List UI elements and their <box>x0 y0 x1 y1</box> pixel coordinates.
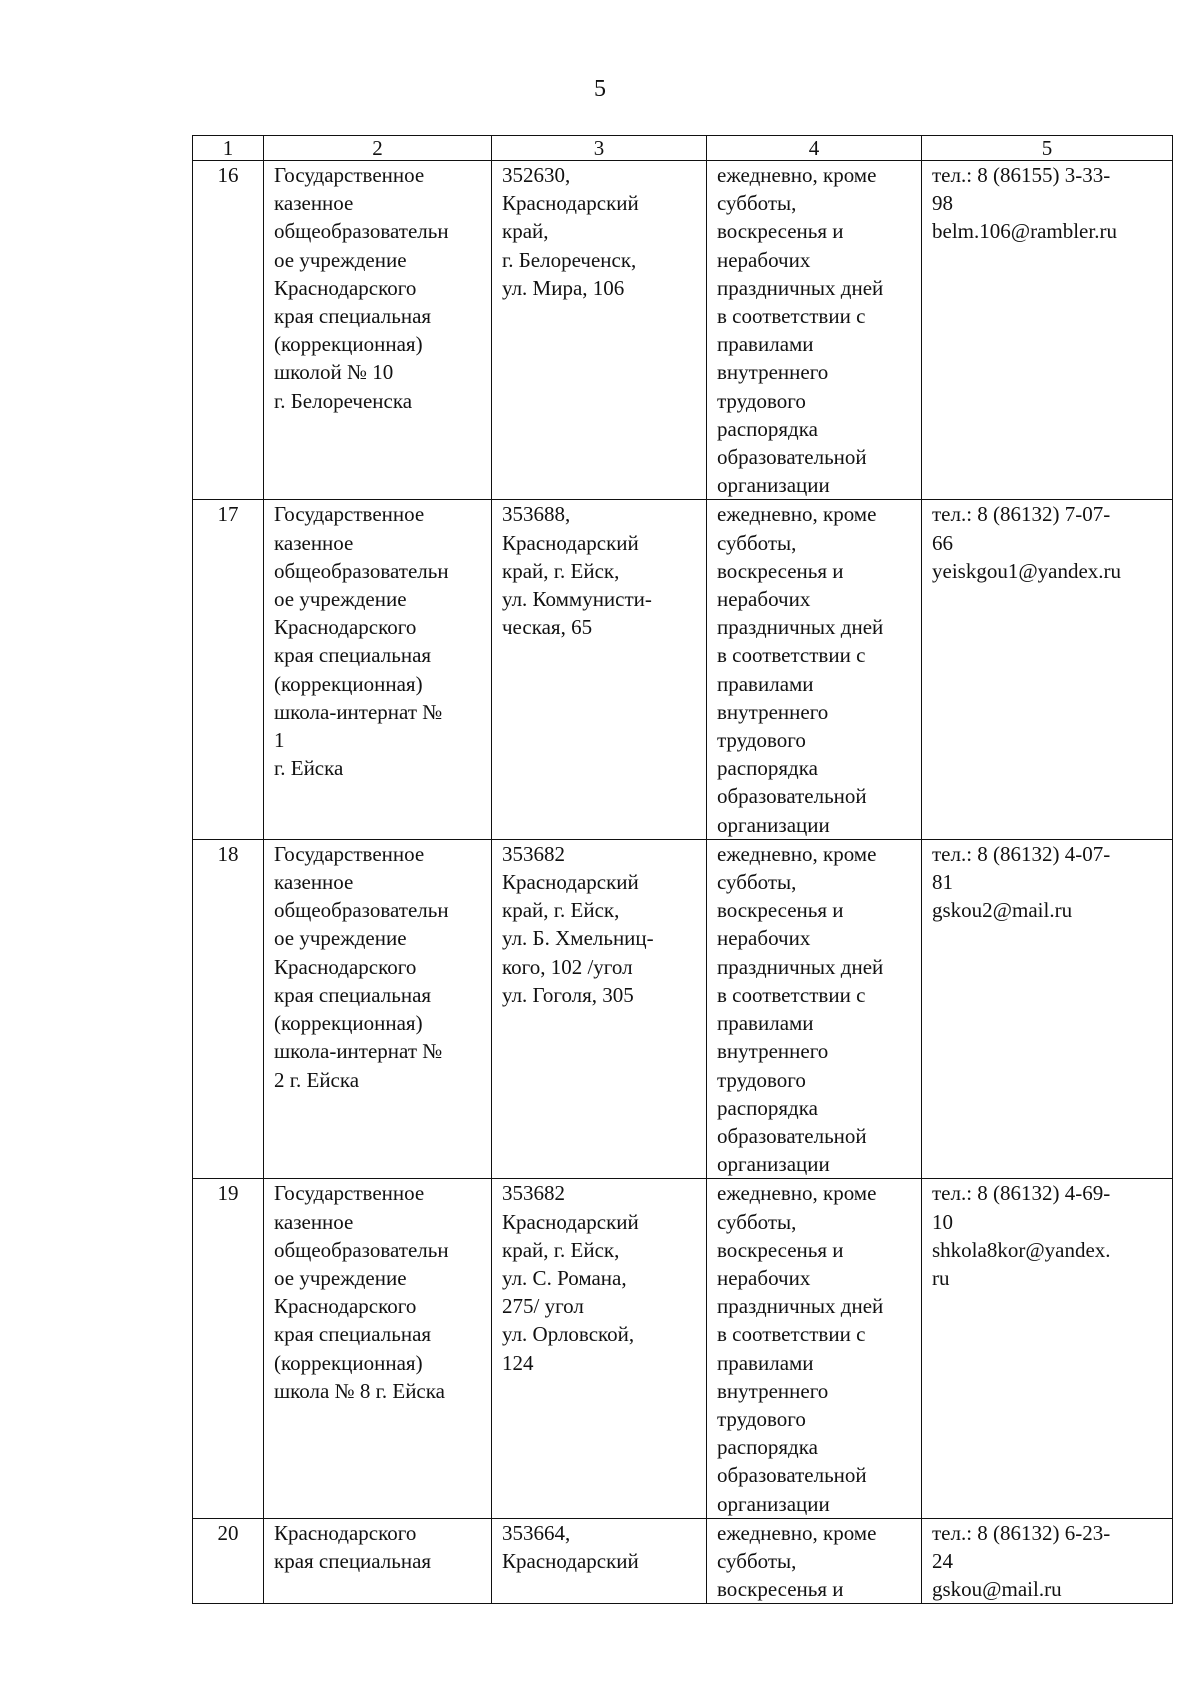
cell-line: общеобразовательн <box>274 219 449 244</box>
row-number-cell: 20 <box>193 1518 264 1604</box>
cell-line: ое учреждение <box>274 587 407 612</box>
cell-line: субботы, <box>717 530 797 555</box>
address-cell <box>492 839 707 1178</box>
cell-line: Краснодарского <box>274 1294 417 1319</box>
cell-line: распорядка <box>717 416 818 441</box>
row-number-cell: 19 <box>193 1179 264 1518</box>
cell-line: 275/ угол <box>502 1294 584 1319</box>
schedule-cell <box>707 1179 922 1518</box>
cell-line: Краснодарский <box>502 530 639 555</box>
cell-line: Краснодарский <box>502 191 639 216</box>
table-row <box>193 161 1173 500</box>
cell-line: края специальная <box>274 982 432 1007</box>
cell-line: воскресенья и <box>717 558 844 583</box>
cell-line: ое учреждение <box>274 1265 407 1290</box>
cell-line: организации <box>717 1491 830 1516</box>
cell-line: 2 г. Ейска <box>274 1067 360 1092</box>
contact-cell <box>922 839 1173 1178</box>
cell-line: распорядка <box>717 1435 818 1460</box>
cell-line: 124 <box>502 1350 534 1375</box>
cell-line: ул. Гоголя, 305 <box>502 982 634 1007</box>
cell-line: yeiskgou1@yandex.ru <box>932 558 1122 583</box>
cell-line: 81 <box>932 870 953 895</box>
cell-line: Краснодарского <box>274 1520 417 1545</box>
cell-line: школой № 10 <box>274 360 394 385</box>
cell-line: внутреннего <box>717 1378 829 1403</box>
cell-line: Краснодарский <box>502 870 639 895</box>
contact-cell <box>922 500 1173 839</box>
cell-line: ул. Б. Хмельниц- <box>502 926 654 951</box>
institution-name-cell <box>264 1179 492 1518</box>
row-number-cell: 18 <box>193 839 264 1178</box>
cell-line: трудового <box>717 728 806 753</box>
cell-line: в соответствии с <box>717 982 866 1007</box>
cell-line: воскресенья и <box>717 1237 844 1262</box>
cell-line: воскресенья и <box>717 1577 844 1602</box>
cell-line: ул. Орловской, <box>502 1322 635 1347</box>
cell-line: внутреннего <box>717 360 829 385</box>
cell-line: 98 <box>932 191 953 216</box>
cell-line: в соответствии с <box>717 1322 866 1347</box>
cell-line: 1 <box>274 728 285 753</box>
cell-line: ое учреждение <box>274 247 407 272</box>
cell-line: в соответствии с <box>717 304 866 329</box>
cell-line: нерабочих <box>717 926 811 951</box>
cell-line: край, <box>502 219 549 244</box>
cell-line: (коррекционная) <box>274 1011 423 1036</box>
table-header-row <box>193 136 1173 161</box>
cell-line: воскресенья и <box>717 898 844 923</box>
cell-line: 66 <box>932 530 953 555</box>
cell-line: (коррекционная) <box>274 1350 423 1375</box>
institutions-table <box>192 135 1173 1604</box>
cell-line: края специальная <box>274 304 432 329</box>
institution-name-cell <box>264 839 492 1178</box>
cell-line: казенное <box>274 1209 354 1234</box>
institution-name-cell <box>264 161 492 500</box>
cell-line: ул. Мира, 106 <box>502 275 625 300</box>
cell-line: ежедневно, кроме <box>717 163 877 187</box>
page-number: 5 <box>594 76 606 102</box>
cell-line: общеобразовательн <box>274 1237 449 1262</box>
column-header-5: 5 <box>922 136 1173 161</box>
table-row <box>193 1518 1173 1604</box>
cell-line: организации <box>717 812 830 837</box>
cell-line: субботы, <box>717 870 797 895</box>
cell-line: субботы, <box>717 1209 797 1234</box>
cell-line: Государственное <box>274 502 425 527</box>
cell-line: распорядка <box>717 1095 818 1120</box>
cell-line: правилами <box>717 332 814 357</box>
address-cell <box>492 1518 707 1604</box>
cell-line: тел.: 8 (86132) 4-69- <box>932 1181 1111 1206</box>
cell-line: г. Ейска <box>274 756 344 781</box>
schedule-cell <box>707 161 922 500</box>
cell-line: belm.106@rambler.ru <box>932 219 1117 244</box>
table-row <box>193 500 1173 839</box>
cell-line: края специальная <box>274 1548 432 1573</box>
cell-line: Краснодарский <box>502 1548 639 1573</box>
cell-line: школа-интернат № <box>274 699 443 724</box>
cell-line: тел.: 8 (86132) 6-23- <box>932 1520 1111 1545</box>
cell-line: ежедневно, кроме <box>717 502 877 527</box>
cell-line: 24 <box>932 1548 953 1573</box>
cell-line: распорядка <box>717 756 818 781</box>
cell-line: школа № 8 г. Ейска <box>274 1378 445 1403</box>
cell-line: (коррекционная) <box>274 332 423 357</box>
cell-line: субботы, <box>717 191 797 216</box>
cell-line: организации <box>717 1152 830 1177</box>
cell-line: Краснодарского <box>274 615 417 640</box>
cell-line: тел.: 8 (86132) 4-07- <box>932 841 1111 866</box>
contact-cell <box>922 161 1173 500</box>
cell-line: край, г. Ейск, <box>502 1237 620 1262</box>
address-cell <box>492 500 707 839</box>
cell-line: казенное <box>274 191 354 216</box>
cell-line: 353688, <box>502 502 571 527</box>
cell-line: 353682 <box>502 841 565 866</box>
cell-line: тел.: 8 (86132) 7-07- <box>932 502 1111 527</box>
column-header-3: 3 <box>492 136 707 161</box>
cell-line: воскресенья и <box>717 219 844 244</box>
cell-line: 352630, <box>502 163 571 187</box>
cell-line: ежедневно, кроме <box>717 1181 877 1206</box>
cell-line: праздничных дней <box>717 1294 884 1319</box>
cell-line: казенное <box>274 870 354 895</box>
cell-line: shkola8kor@yandex. <box>932 1237 1111 1262</box>
cell-line: г. Белореченск, <box>502 247 637 272</box>
cell-line: края специальная <box>274 643 432 668</box>
schedule-cell <box>707 839 922 1178</box>
cell-line: кого, 102 /угол <box>502 954 633 979</box>
cell-line: субботы, <box>717 1548 797 1573</box>
institution-name-cell <box>264 1518 492 1604</box>
cell-line: казенное <box>274 530 354 555</box>
cell-line: нерабочих <box>717 247 811 272</box>
cell-line: правилами <box>717 1350 814 1375</box>
cell-line: край, г. Ейск, <box>502 558 620 583</box>
cell-line: общеобразовательн <box>274 558 449 583</box>
cell-line: 10 <box>932 1209 953 1234</box>
cell-line: трудового <box>717 1406 806 1431</box>
cell-line: образовательной <box>717 1463 867 1488</box>
cell-line: праздничных дней <box>717 275 884 300</box>
schedule-cell <box>707 500 922 839</box>
cell-line: в соответствии с <box>717 643 866 668</box>
cell-line: Государственное <box>274 163 425 187</box>
cell-line: праздничных дней <box>717 954 884 979</box>
cell-line: правилами <box>717 1011 814 1036</box>
row-number-cell: 16 <box>193 161 264 500</box>
contact-cell <box>922 1179 1173 1518</box>
cell-line: ежедневно, кроме <box>717 1520 877 1545</box>
cell-line: образовательной <box>717 784 867 809</box>
cell-line: образовательной <box>717 445 867 470</box>
cell-line: 353682 <box>502 1181 565 1206</box>
column-header-4: 4 <box>707 136 922 161</box>
cell-line: праздничных дней <box>717 615 884 640</box>
cell-line: нерабочих <box>717 587 811 612</box>
cell-line: ческая, 65 <box>502 615 593 640</box>
contact-cell <box>922 1518 1173 1604</box>
cell-line: школа-интернат № <box>274 1039 443 1064</box>
cell-line: правилами <box>717 671 814 696</box>
cell-line: трудового <box>717 1067 806 1092</box>
cell-line: ое учреждение <box>274 926 407 951</box>
cell-line: Краснодарского <box>274 954 417 979</box>
cell-line: Краснодарский <box>502 1209 639 1234</box>
cell-line: ул. С. Романа, <box>502 1265 627 1290</box>
cell-line: край, г. Ейск, <box>502 898 620 923</box>
cell-line: нерабочих <box>717 1265 811 1290</box>
cell-line: внутреннего <box>717 699 829 724</box>
cell-line: Государственное <box>274 841 425 866</box>
cell-line: gskou@mail.ru <box>932 1577 1062 1602</box>
cell-line: (коррекционная) <box>274 671 423 696</box>
institution-name-cell <box>264 500 492 839</box>
cell-line: Государственное <box>274 1181 425 1206</box>
schedule-cell <box>707 1518 922 1604</box>
cell-line: края специальная <box>274 1322 432 1347</box>
cell-line: gskou2@mail.ru <box>932 898 1073 923</box>
cell-line: 353664, <box>502 1520 571 1545</box>
table-row <box>193 1179 1173 1518</box>
cell-line: ru <box>932 1265 950 1290</box>
row-number-cell: 17 <box>193 500 264 839</box>
cell-line: ул. Коммунисти- <box>502 587 652 612</box>
cell-line: г. Белореченска <box>274 388 413 413</box>
table-row <box>193 839 1173 1178</box>
column-header-1: 1 <box>193 136 264 161</box>
column-header-2: 2 <box>264 136 492 161</box>
cell-line: тел.: 8 (86155) 3-33- <box>932 163 1111 187</box>
cell-line: общеобразовательн <box>274 898 449 923</box>
cell-line: ежедневно, кроме <box>717 841 877 866</box>
cell-line: организации <box>717 473 830 498</box>
cell-line: внутреннего <box>717 1039 829 1064</box>
cell-line: трудового <box>717 388 806 413</box>
address-cell <box>492 161 707 500</box>
cell-line: Краснодарского <box>274 275 417 300</box>
address-cell <box>492 1179 707 1518</box>
cell-line: образовательной <box>717 1123 867 1148</box>
